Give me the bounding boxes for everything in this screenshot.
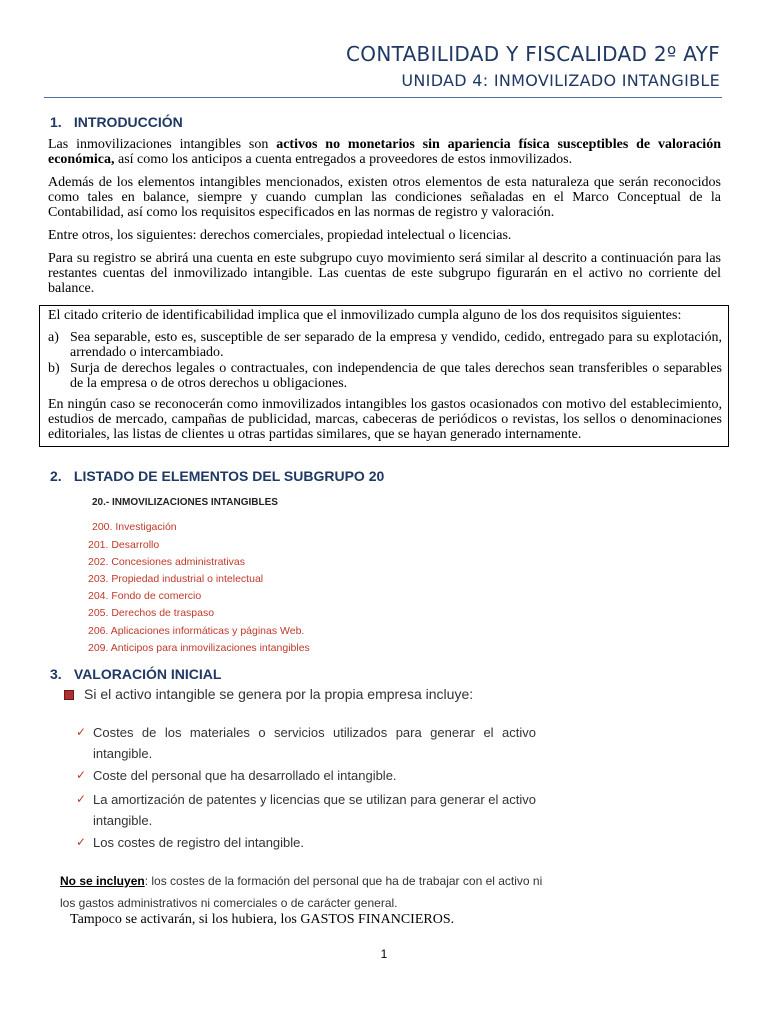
valoracion-lead-text: Si el activo intangible se genera por la propia empresa incluye: <box>84 686 474 702</box>
section-title: VALORACIÓN INICIAL <box>73 666 222 682</box>
no-se-incluyen-label: No se incluyen <box>60 874 145 888</box>
no-se-incluyen-note <box>60 870 550 914</box>
criteria-item-label: b) <box>48 361 60 376</box>
intro-paragraph-2: Además de los elementos intangibles mencionados, existen otros elementos de esta naturaleza que serán reconocidos como tales en balance, siempre y cuando cumplan las condiciones señaladas en el Marco Conceptual de la Contabilidad, así como los requisitos especificados en las normas de registro y valoración. <box>48 175 721 220</box>
document-header-subtitle: UNIDAD 4: INMOVILIZADO INTANGIBLE <box>401 71 720 90</box>
page-number: 1 <box>380 947 388 961</box>
section-number: 2. <box>50 468 62 484</box>
intro-paragraph-3: Entre otros, los siguientes: derechos comerciales, propiedad intelectual o licencias. <box>48 228 512 243</box>
account-item: 200. Investigación <box>92 521 177 533</box>
document-header-title: CONTABILIDAD Y FISCALIDAD 2º AYF <box>346 42 720 66</box>
section-title: LISTADO DE ELEMENTOS DEL SUBGRUPO 20 <box>73 468 385 484</box>
section-heading-valoracion <box>50 666 221 682</box>
account-item: 209. Anticipos para inmovilizaciones intangibles <box>88 642 310 654</box>
intro-p1-bold: activos no monetarios sin apariencia física susceptibles de valoración económica, <box>48 137 721 167</box>
intro-paragraph-4: Para su registro se abrirá una cuenta en este subgrupo cuyo movimiento será similar al descrito a continuación para las restantes cuentas del inmovilizado intangible. Las cuentas de este subgrupo figurarán en el activo no corriente del balance. <box>48 251 721 296</box>
criteria-item-text: Sea separable, esto es, susceptible de ser separado de la empresa y vendido, cedido, entregado para su explotación, arrendado o intercambiado. <box>70 330 722 360</box>
section-number: 1. <box>50 114 62 130</box>
no-se-incluyen-text: : los costes de la formación del personal que ha de trabajar con el activo ni los gastos administrativos ni comerciales o de carácter general. <box>60 874 543 910</box>
criteria-item-label: a) <box>48 330 59 345</box>
valoracion-item-text: Coste del personal que ha desarrollado el intangible. <box>93 768 397 783</box>
valoracion-item <box>76 832 536 853</box>
criteria-intro: El citado criterio de identificabilidad implica que el inmovilizado cumpla alguno de los dos requisitos siguientes: <box>48 308 682 323</box>
valoracion-lead <box>64 686 473 702</box>
valoracion-item-text: Los costes de registro del intangible. <box>93 835 305 850</box>
intro-paragraph-1 <box>48 137 721 167</box>
account-item: 204. Fondo de comercio <box>88 590 202 602</box>
intro-p1-text-c: así como los anticipos a cuenta entregados a proveedores de estos inmovilizados. <box>114 152 573 167</box>
criteria-closing: En ningún caso se reconocerán como inmovilizados intangibles los gastos ocasionados con motivo del establecimiento, estudios de mercado, campañas de publicidad, marcas, cabeceras de periódicos o revistas, los sellos o denominaciones editoriales, las listas de clientes u otras partidas similares, que se hayan generado internamente. <box>48 397 722 442</box>
account-item: 202. Concesiones administrativas <box>88 556 245 568</box>
valoracion-item <box>76 765 536 786</box>
criteria-item-text: Surja de derechos legales o contractuales, con independencia de que tales derechos sean transferibles o separables de la empresa o de otros derechos u obligaciones. <box>70 361 722 391</box>
intro-p1-text-a: Las inmovilizaciones intangibles son <box>48 137 277 152</box>
section-heading-introduccion <box>50 114 183 130</box>
account-item: 203. Propiedad industrial o intelectual <box>88 573 264 585</box>
criteria-item-a <box>48 330 722 360</box>
accounts-group-title: 20.- INMOVILIZACIONES INTANGIBLES <box>92 497 278 508</box>
section-number: 3. <box>50 666 62 682</box>
valoracion-item <box>76 722 536 764</box>
account-item: 205. Derechos de traspaso <box>88 607 215 619</box>
checkmark-icon: ✓ <box>76 725 87 739</box>
checkmark-icon: ✓ <box>76 835 87 849</box>
valoracion-item <box>76 789 536 831</box>
account-item: 201. Desarrollo <box>88 539 160 551</box>
section-title: INTRODUCCIÓN <box>73 114 183 130</box>
checkmark-icon: ✓ <box>76 768 87 782</box>
criteria-box <box>39 305 729 447</box>
account-item: 206. Aplicaciones informáticas y páginas Web. <box>88 625 305 637</box>
criteria-item-b <box>48 361 722 391</box>
section-heading-listado <box>50 468 384 484</box>
valoracion-item-text: La amortización de patentes y licencias que se utilizan para generar el activo intangible. <box>93 792 536 828</box>
header-divider <box>44 97 722 98</box>
gastos-financieros-note: Tampoco se activarán, si los hubiera, los GASTOS FINANCIEROS. <box>70 912 455 927</box>
valoracion-item-text: Costes de los materiales o servicios utilizados para generar el activo intangible. <box>93 725 536 761</box>
square-bullet-icon <box>64 690 74 700</box>
checkmark-icon: ✓ <box>76 792 87 806</box>
